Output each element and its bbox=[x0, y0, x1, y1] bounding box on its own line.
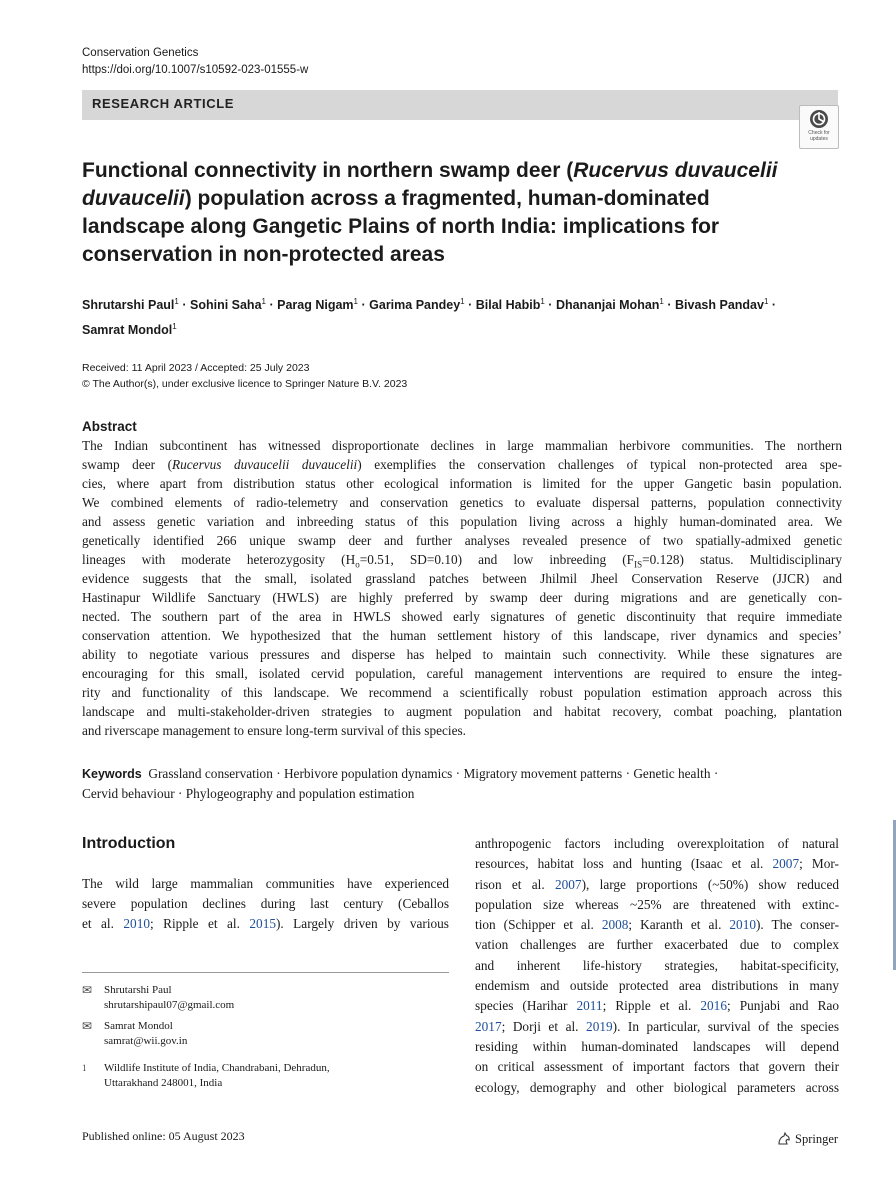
citation-link[interactable]: 2011 bbox=[576, 998, 603, 1014]
keywords-line-2: Cervid behaviour · Phylogeography and population estimation bbox=[82, 786, 415, 801]
keyword: Genetic health bbox=[633, 766, 711, 781]
keyword: Phylogeography and population estimation bbox=[185, 786, 415, 801]
title-line-3: landscape along Gangetic Plains of north India: implications for bbox=[82, 215, 720, 238]
contact-name: Samrat Mondol bbox=[104, 1020, 173, 1032]
author-name[interactable]: Sohini Saha bbox=[189, 298, 262, 312]
citation-link[interactable]: 2008 bbox=[601, 917, 629, 933]
intro-line: ecology, demography and other biological parameters across bbox=[475, 1079, 839, 1095]
title-line-4: conservation in non-protected areas bbox=[82, 243, 445, 266]
copyright-line: © The Author(s), under exclusive licence to Springer Nature B.V. 2023 bbox=[82, 378, 408, 390]
abstract-line: swamp deer (Rucervus duvaucelii duvaucelii) exemplifies the conservation challenges of typical non-protected area spe- bbox=[82, 457, 842, 472]
author-list bbox=[82, 291, 852, 341]
intro-line: on critical assessment of important factors that govern their bbox=[475, 1059, 839, 1075]
introduction-heading: Introduction bbox=[82, 835, 176, 852]
article-dates bbox=[82, 360, 407, 392]
author-name[interactable]: Garima Pandey bbox=[369, 298, 461, 312]
affiliation-mark: 1 bbox=[82, 1063, 87, 1073]
corresponding-author-2 bbox=[82, 1019, 449, 1049]
citation-link[interactable]: 2007 bbox=[554, 876, 582, 892]
affiliation-line: Wildlife Institute of India, Chandrabani, Dehradun, bbox=[104, 1062, 330, 1074]
contact-email[interactable]: shrutarshipaul07@gmail.com bbox=[104, 999, 235, 1011]
check-updates-icon bbox=[809, 109, 829, 129]
abstract-line: evidence suggests that the small, isolated grassland patches between Jhilmil Jheel Conservation Reserve (JJCR) and bbox=[82, 571, 842, 586]
title-line-1: Functional connectivity in northern swamp deer (Rucervus duvaucelii bbox=[82, 159, 778, 182]
intro-line: anthropogenic factors including overexploitation of natural bbox=[475, 836, 839, 851]
intro-line: vation challenges are further exacerbated due to complex bbox=[475, 937, 839, 953]
author-name[interactable]: Bilal Habib bbox=[475, 298, 541, 312]
citation-link[interactable]: 2010 bbox=[729, 917, 756, 933]
journal-header bbox=[82, 45, 308, 79]
publisher-name: Springer bbox=[795, 1131, 839, 1146]
contact-email[interactable]: samrat@wii.gov.in bbox=[104, 1035, 188, 1047]
intro-line: severe population declines during last century (Ceballos bbox=[82, 896, 449, 911]
citation-link[interactable]: 2019 bbox=[586, 1018, 613, 1034]
abstract-line: and riverscape management to ensure long-term survival of this species. bbox=[82, 723, 467, 738]
keywords-label: Keywords bbox=[82, 767, 142, 781]
intro-line: residing within human-dominated landscapes will depend bbox=[475, 1038, 839, 1054]
abstract-line: rity and functionality of this landscape. We recommend a scientifically robust population estimation approach across this bbox=[82, 685, 842, 700]
abstract-line: landscape and multi-stakeholder-driven strategies to augment population and habitat recovery, combat poaching, plantation bbox=[82, 704, 842, 719]
intro-line: endemism and outside protected area distributions in many bbox=[475, 978, 839, 994]
citation-link[interactable]: 2017 bbox=[475, 1018, 502, 1034]
keywords bbox=[82, 764, 842, 804]
abstract-line: encouraging for this small, isolated cervid population, careful management interventions are required to ensure the integ- bbox=[82, 666, 842, 681]
citation-link[interactable]: 2015 bbox=[249, 916, 276, 931]
abstract-heading: Abstract bbox=[82, 419, 137, 434]
citation-link[interactable]: 2007 bbox=[772, 856, 800, 872]
springer-horse-icon bbox=[776, 1131, 792, 1147]
footnotes bbox=[82, 983, 449, 1097]
affiliation-footnote bbox=[82, 1061, 449, 1091]
envelope-icon: ✉ bbox=[82, 983, 93, 997]
intro-line: population size whereas ~25% are threatened with extinc- bbox=[475, 896, 839, 912]
abstract-line: genetically identified 266 unique swamp deer and further analyses revealed presence of two spatially-admixed genetic bbox=[82, 533, 842, 548]
footnote-divider bbox=[82, 972, 449, 973]
abstract-line: lineages with moderate heterozygosity ($H_o=0.51$, SD=0.10) and low inbreeding $(F_{IS}=0.128)$ status. Multidisciplinary bbox=[82, 552, 842, 570]
intro-line: tion (Schipper et al. 2008; Karanth et al. 2010). The conser- bbox=[475, 917, 839, 933]
introduction-right-column bbox=[475, 834, 839, 1098]
author-line-2: Samrat Mondol$^1$ bbox=[82, 322, 177, 337]
keyword: Cervid behaviour bbox=[82, 786, 175, 801]
title-line-2: duvaucelii) population across a fragmented, human-dominated bbox=[82, 187, 710, 210]
check-updates-label: Check for bbox=[808, 130, 830, 136]
intro-line: 2017; Dorji et al. 2019). In particular, survival of the species bbox=[475, 1018, 839, 1034]
abstract-line: ability to negotiate various pressures and disperse has helped to maintain such connectivity. While these signatures are bbox=[82, 647, 842, 662]
affiliation-line: Uttarakhand 248001, India bbox=[104, 1077, 223, 1089]
introduction-left-column bbox=[82, 874, 449, 934]
abstract-line: conservation attention. We hypothesized that the human settlement history of this landscape, river dynamics and species’ bbox=[82, 628, 842, 643]
keywords-line-1: Keywords Grassland conservation · Herbivore population dynamics · Migratory movement patterns · Genetic health · bbox=[82, 766, 719, 781]
abstract-line: The Indian subcontinent has witnessed disproportionate declines in large mammalian herbivore communities. The northern bbox=[82, 438, 842, 453]
citation-link[interactable]: 2010 bbox=[123, 916, 150, 931]
keyword: Herbivore population dynamics bbox=[283, 766, 453, 781]
author-name[interactable]: Samrat Mondol bbox=[82, 323, 173, 337]
intro-line: and inherent life-history strategies, habitat-specificity, bbox=[475, 957, 839, 973]
author-name[interactable]: Dhananjai Mohan bbox=[555, 298, 660, 312]
journal-name: Conservation Genetics bbox=[82, 47, 199, 59]
abstract-line: We combined elements of radio-telemetry and conservation genetics to evaluate dispersal patterns, population connectivity bbox=[82, 495, 842, 510]
article-title bbox=[82, 157, 802, 269]
author-name[interactable]: Bivash Pandav bbox=[675, 298, 764, 312]
abstract-line: nected. The southern part of the area in HWLS showed early signatures of genetic discontinuity that require immediate bbox=[82, 609, 842, 624]
author-name[interactable]: Shrutarshi Paul bbox=[82, 298, 175, 312]
intro-line: The wild large mammalian communities have experienced bbox=[82, 876, 449, 891]
abstract-line: Hastinapur Wildlife Sanctuary (HWLS) are highly preferred by swamp deer during migrations and are genetically con- bbox=[82, 590, 842, 605]
author-name[interactable]: Parag Nigam bbox=[277, 298, 354, 312]
abstract-body bbox=[82, 436, 842, 740]
corresponding-author-1 bbox=[82, 983, 449, 1013]
received-accepted: Received: 11 April 2023 / Accepted: 25 July 2023 bbox=[82, 362, 310, 374]
abstract-line: and assess genetic variation and inbreeding status of this population living across a highly human-dominated area. We bbox=[82, 514, 842, 529]
intro-line: species (Harihar 2011; Ripple et al. 2016; Punjabi and Rao bbox=[475, 998, 839, 1014]
check-updates-label-2: updates bbox=[810, 136, 828, 142]
published-online: Published online: 05 August 2023 bbox=[82, 1129, 245, 1143]
intro-line: resources, habitat loss and hunting (Isaac et al. 2007; Mor- bbox=[475, 856, 839, 872]
author-line-1: Shrutarshi Paul$^1$ · Sohini Saha$^1$ · Parag Nigam$^1$ · Garima Pandey$^1$ · Bilal Habib$^1$ · Dhananjai Mohan$^1$ · Bivash Pandav$^1$ · bbox=[82, 297, 777, 312]
intro-line: et al. 2010; Ripple et al. 2015). Largely driven by various bbox=[82, 916, 449, 931]
doi-link[interactable]: https://doi.org/10.1007/s10592-023-01555-w bbox=[82, 64, 309, 76]
check-for-updates-badge[interactable] bbox=[799, 105, 839, 149]
contact-name: Shrutarshi Paul bbox=[104, 984, 172, 996]
abstract-line: cies, where apart from distribution status other ecological information is limited for the upper Gangetic basin population. bbox=[82, 476, 842, 491]
publisher-logo[interactable] bbox=[776, 1131, 838, 1147]
keyword: Migratory movement patterns bbox=[463, 766, 623, 781]
keyword: Grassland conservation bbox=[148, 766, 273, 781]
envelope-icon: ✉ bbox=[82, 1019, 93, 1033]
article-type-bar: RESEARCH ARTICLE bbox=[82, 90, 838, 120]
citation-link[interactable]: 2016 bbox=[700, 998, 727, 1014]
intro-line: rison et al. 2007), large proportions (~50%) show reduced bbox=[475, 876, 839, 892]
